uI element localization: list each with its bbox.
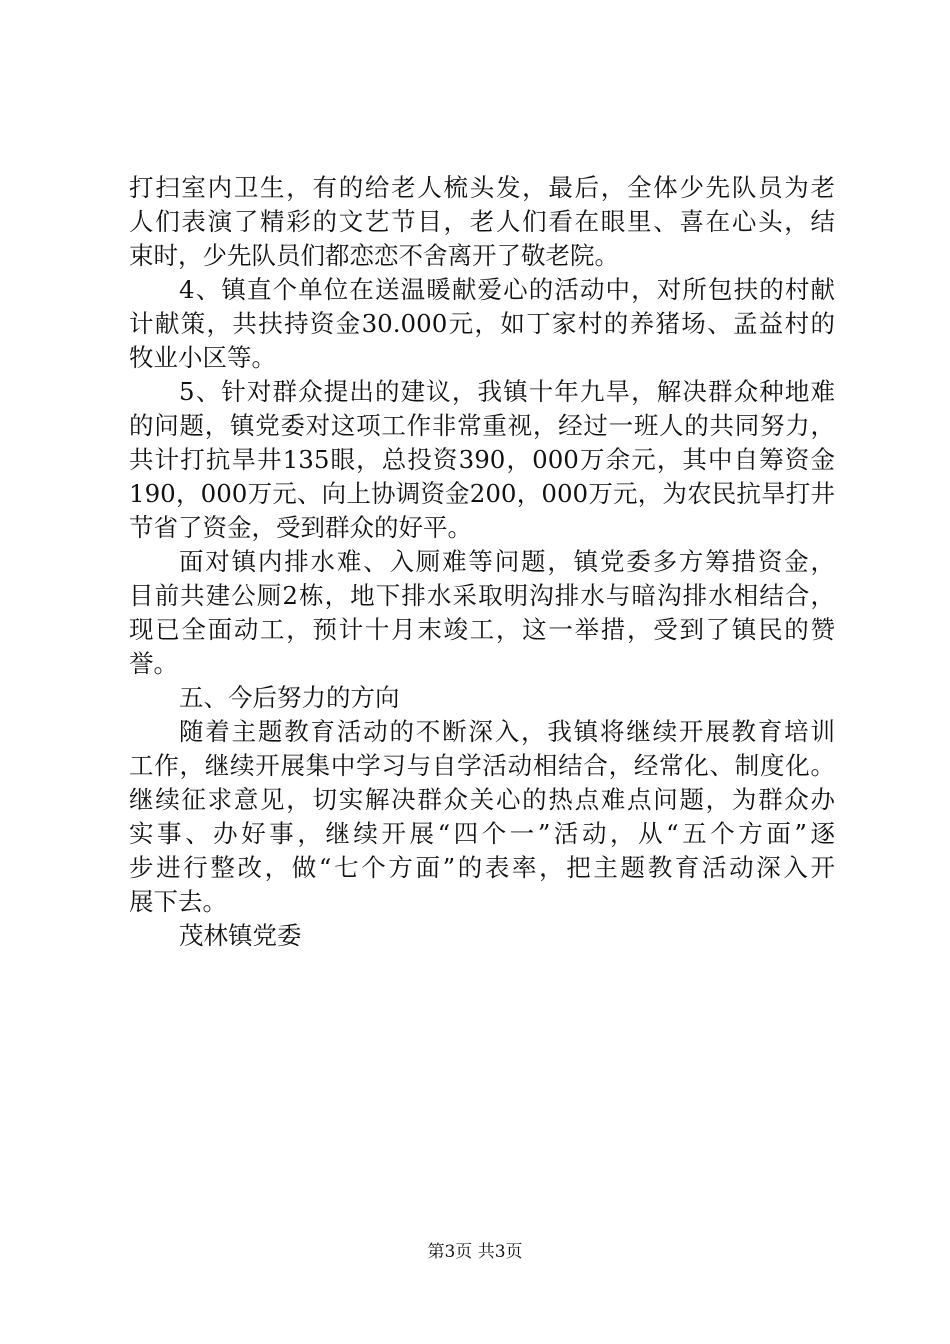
page-number: 第3页 共3页 xyxy=(427,1242,523,1262)
text-line: 束时，少先队员们都恋恋不舍离开了敬老院。 xyxy=(129,241,619,270)
text-line: 5、针对群众提出的建议，我镇十年九旱，解决群众种地难 xyxy=(179,377,835,406)
text-line: 现已全面动工，预计十月末竣工，这一举措，受到了镇民的赞 xyxy=(129,615,835,644)
text-line: 的问题，镇党委对这项工作非常重视，经过一班人的共同努力， xyxy=(129,411,835,440)
text-line: 4、镇直个单位在送温暖献爱心的活动中，对所包扶的村献 xyxy=(179,275,835,304)
text-line: 工作，继续开展集中学习与自学活动相结合，经常化、制度化。 xyxy=(129,751,835,780)
document-body xyxy=(129,171,835,953)
text-line: 随着主题教育活动的不断深入，我镇将继续开展教育培训 xyxy=(179,717,835,746)
text-line: 人们表演了精彩的文艺节目，老人们看在眼里、喜在心头，结 xyxy=(129,207,835,236)
text-line: 190，000万元、向上协调资金200，000万元，为农民抗旱打井 xyxy=(129,479,835,508)
section-heading: 五、今后努力的方向 xyxy=(179,683,400,712)
text-line: 打扫室内卫生，有的给老人梳头发，最后，全体少先队员为老 xyxy=(129,173,835,202)
text-line: 目前共建公厕2栋，地下排水采取明沟排水与暗沟排水相结合， xyxy=(129,581,835,610)
text-line: 共计打抗旱井135眼，总投资390，000万余元，其中自筹资金 xyxy=(129,445,835,474)
text-line: 牧业小区等。 xyxy=(129,343,276,372)
text-line: 继续征求意见，切实解决群众关心的热点难点问题，为群众办 xyxy=(129,785,835,814)
text-line: 展下去。 xyxy=(129,887,227,916)
text-line: 步进行整改，做“七个方面”的表率，把主题教育活动深入开 xyxy=(129,853,835,882)
text-line: 誉。 xyxy=(129,649,178,678)
text-line: 面对镇内排水难、入厕难等问题，镇党委多方筹措资金， xyxy=(179,547,835,576)
text-line: 实事、办好事，继续开展“四个一”活动，从“五个方面”逐 xyxy=(129,819,835,848)
signature: 茂林镇党委 xyxy=(179,921,302,950)
text-line: 计献策，共扶持资金30.000元，如丁家村的养猪场、孟益村的 xyxy=(129,309,835,338)
text-line: 节省了资金，受到群众的好平。 xyxy=(129,513,472,542)
